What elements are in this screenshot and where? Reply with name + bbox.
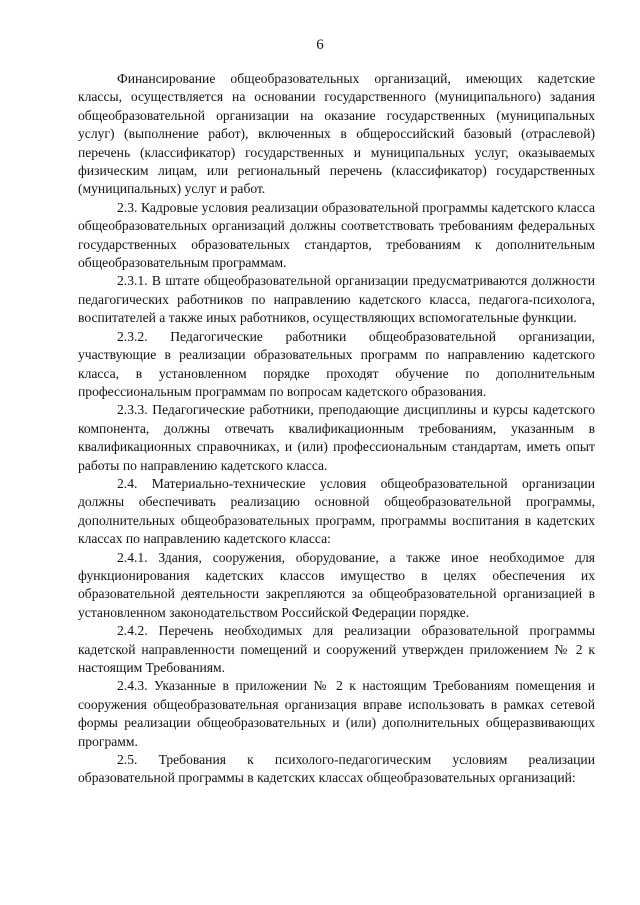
- paragraph-2-4-2: 2.4.2. Перечень необходимых для реализации образовательной программы кадетской направленности помещений и сооружений утвержден приложением № 2 к настоящим Требованиям.: [78, 623, 595, 675]
- paragraph-2-4-3: 2.4.3. Указанные в приложении № 2 к настоящим Требованиям помещения и сооружения общеобразовательная организация вправе использовать в рамках сетевой формы реализации общеобразовательных и (или) дополнительных общеразвивающих программ.: [78, 678, 595, 749]
- paragraph-2-4-1: 2.4.1. Здания, сооружения, оборудование, а также иное необходимое для функционирования кадетских классов имущество в целях обеспечения их образовательной деятельности закрепляются за общеобразовательной организацией в установленном законодательством Российской Федерации порядке.: [78, 549, 595, 620]
- paragraph-2-5: 2.5. Требования к психолого-педагогическим условиям реализации образовательной программы в кадетских классах общеобразовательных организаций:: [78, 752, 595, 786]
- paragraph-2-3-3: 2.3.3. Педагогические работники, преподающие дисциплины и курсы кадетского компонента, должны отвечать квалификационным требованиям, указанным в квалификационных справочниках, и (или) профессиональным стандартам, иметь опыт работы по направлению кадетского класса.: [78, 402, 595, 473]
- document-body: [78, 70, 595, 788]
- paragraph-2-3-2: 2.3.2. Педагогические работники общеобразовательной организации, участвующие в реализации образовательных программ по направлению кадетского класса, в установленном порядке проходят обучение по дополнительным профессиональным программам по вопросам кадетского образования.: [78, 328, 595, 399]
- paragraph-financing: Финансирование общеобразовательных организаций, имеющих кадетские классы, осуществляется на основании государственного (муниципального) задания общеобразовательной организации на оказание государственных (муниципальных услуг) (выполнение работ), включенных в общероссийский базовый (отраслевой) перечень (классификатор) государственных и муниципальных услуг, оказываемых физическим лицам, или региональный перечень (классификатор) государственных (муниципальных) услуг и работ.: [78, 71, 595, 197]
- paragraph-2-3: 2.3. Кадровые условия реализации образовательной программы кадетского класса общеобразовательных организаций должны соответствовать требованиям федеральных государственных образовательных стандартов, требованиям к дополнительным общеобразовательным программам.: [78, 199, 595, 271]
- paragraph-2-3-1: 2.3.1. В штате общеобразовательной организации предусматриваются должности педагогических работников по направлению кадетского класса, педагога-психолога, воспитателей а также иных работников, осуществляющих вспомогательные функции.: [78, 273, 595, 326]
- paragraph-2-4: 2.4. Материально-технические условия общеобразовательной организации должны обеспечивать реализацию основной общеобразовательной программы, дополнительных общеобразовательных программ, программы воспитания в кадетских классах по направлению кадетского класса:: [78, 475, 595, 547]
- page-number: 6: [316, 37, 324, 53]
